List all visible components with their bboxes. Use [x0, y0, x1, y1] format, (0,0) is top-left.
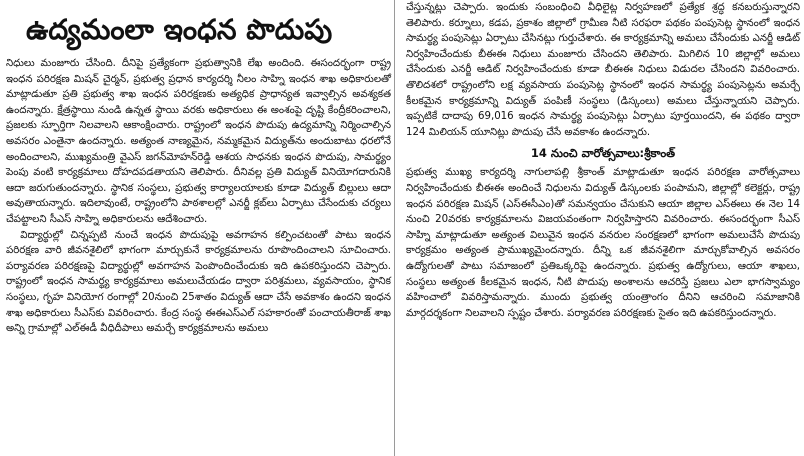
left-column-body — [0, 56, 394, 337]
subheading: 14 నుంచి వారోత్సవాలు:శ్రీకాంత్ — [530, 146, 676, 161]
left-paragraph-2: విద్యార్థుల్లో చిన్నప్పటి నుంచే ఇంధన పొదుపుపై అవగాహన కల్పించటంతో పాటు ఇంధన పరిరక్షణ వారి జీవనశైలిలో భాగంగా మార్చుకునే కార్యక్రమాలను రూపొందించాలని సూచించారు. పర్యావరణ పరిరక్షణపై విద్యార్థుల్లో అవగాహన పెంపొందించేందుకు ఇది ఉపకరిస్తుందని చెప్పారు. రాష్ట్రంలో ఇంధన సామర్థ్య కార్యక్రమాలు అమలుచేయడం ద్వారా పరిశ్రమలు, వ్యవసాయం, స్థానిక సంస్థలు, గృహ వినియోగ రంగాల్లో 20నుంచి 25శాతం విద్యుత్ ఆదా చేసే అవకాశం ఉందని ఇంధన శాఖ అధికారులు సీఎస్‌కు వివరించారు. కేంద్ర సంస్థ ఈఈఎస్ఎల్ సహకారంతో పంచాయతీరాజ్ శాఖ అన్ని గ్రామాల్లో ఎల్ఈడీ వీధిదీపాలు అమర్చే కార్యక్రమాలను అమలు — [6, 229, 391, 335]
right-column-body — [400, 0, 804, 321]
left-paragraph-1: నిధులు మంజూరు చేసింది. దీనిపై ప్రత్యేకంగా ప్రభుత్వానికి లేఖ అందింది. ఈసందర్భంగా రాష్ట్ర ఇంధన పరిరక్షణ మిషన్ చైర్మన్, ప్రభుత్వ ప్రధాన కార్యదర్శి నీలం సాహ్ని ఇంధన శాఖ అధికారులతో మాట్లాడుతూ ప్రతి ప్రభుత్వ శాఖ ఇంధన పరిరక్షణకు అత్యధిక ప్రాధాన్యత ఇవ్వాల్సిన అవశ్యకత ఉందన్నారు. క్షేత్రస్థాయి నుండి ఉన్నత స్థాయి వరకు అధికారులు ఈ అంశంపై దృష్టి కేంద్రీకరించాలని, ప్రజలకు స్ఫూర్తిగా నిలవాలని ఆకాంక్షించారు. రాష్ట్రంలో ఇంధన పొదుపు ఉద్యమాన్ని నిర్మించాల్సిన అవసరం ఎంతైనా ఉందన్నారు. అత్యంత నాణ్యమైన, నమ్మకమైన విద్యుత్‌ను అందుబాటు ధరలోనే అందించాలని, ముఖ్యమంత్రి వైఎస్ జగన్‌మోహన్‌రెడ్డి ఆశయ సాధనకు ఇంధన పొదుపు, సామర్థ్యం పెంపు వంటి కార్యక్రమాలు దోహదపడతాయని తెలిపారు. దీనివల్ల ప్రతి విద్యుత్ వినియోగదారునికి ఆదా జరుగుతుందన్నారు. స్థానిక సంస్థలు, ప్రభుత్వ కార్యాలయాలకు కూడా విద్యుత్ బిల్లులు ఆదా అవుతాయన్నారు. ఇదిలావుంటే, రాష్ట్రంలోని పాఠశాలల్లో ఎనర్జీ క్లబ్‌లు ఏర్పాటు చేసేందుకు చర్యలు చేపట్టాలని సీఎస్ సాహ్ని అధికారులను ఆదేశించారు. — [6, 58, 391, 225]
right-paragraph-2: ప్రభుత్వ ముఖ్య కార్యదర్శి నాగులాపల్లి శ్రీకాంత్ మాట్లాడుతూ ఇంధన పరిరక్షణ వారోత్సవాలు నిర్వహించేందుకు బీఈఈ అందించే నిధులను విద్యుత్ డిస్కంలకు పంపామని, జిల్లాల్లో కలెక్టర్లు, రాష్ట్ర ఇంధన పరిరక్షణ మిషన్ (ఎస్ఈసీఎం)తో సమన్వయం చేసుకుని ఆయా జిల్లాల ఎస్ఈలు ఈ నెల 14 నుంచి 20వరకు కార్యక్రమాలను విజయవంతంగా నిర్వహిస్తారని వివరించారు. ఈసందర్భంగా సీఎస్ సాహ్ని మాట్లాడుతూ అత్యంత విలువైన ఇంధన వనరుల సంరక్షణలో భాగంగా అమలుచేసే పొదుపు కార్యక్రమం అత్యంత ప్రాముఖ్యమైందన్నారు. దీన్ని ఒక జీవనశైలిగా మార్చుకోవాల్సిన అవసరం ఉద్యోగులతో పాటు సమాజంలో ప్రతిఒక్కరిపై ఉందన్నారు. ప్రభుత్వ ఉద్యోగులు, ఆయా శాఖలు, సంస్థలు అత్యంత కీలకమైన ఇంధన, నీటి పొదుపు అంశాలను ఆచరిస్తే ప్రజలు ఎలా భాగస్వామ్యం వహించాలో వివరిస్తామన్నారు. ముందు ప్రభుత్వ యంత్రాంగం దీనిని ఆచరించి సమాజానికి మార్గదర్శకంగా నిలవాలని స్పష్టం చేశారు. పర్యావరణ పరిరక్షణకు సైతం ఇది ఉపకరిస్తుందన్నారు. — [406, 167, 800, 319]
headline: ఉద్యమంలా ఇంధన పొదుపు — [26, 13, 333, 46]
left-column — [0, 0, 395, 456]
right-column — [400, 0, 804, 456]
right-paragraph-1: చేస్తున్నట్లు చెప్పారు. ఇందుకు సంబంధించి వీధిలైట్ల నిర్వహణలో ప్రత్యేక శ్రద్ధ కనబరుస్తున్నారని తెలిపారు. కర్నూలు, కడప, ప్రకాశం జిల్లాలో గ్రామీణ నీటి సరఫరా పథకం పంపుసెట్ల స్థానంలో ఇంధన సామర్థ్య పంపుసెట్లు ఏర్పాటు చేసినట్లు గుర్తుచేశారు. ఈ కార్యక్రమాన్ని అమలు చేసేందుకు ఎనర్జీ ఆడిట్ నిర్వహించేందుకు బీఈఈ నిధులు మంజూరు చేసిందని తెలిపారు. మిగిలిన 10 జిల్లాల్లో అమలు చేసేందుకు ఎనర్జీ ఆడిట్ నిర్వహించేందుకు కూడా బీఈఈ నిధులు విడుదల చేసిందని వివరించారు. తొలిదశలో రాష్ట్రంలోని లక్ష వ్యవసాయ పంపుసెట్ల స్థానంలో ఇంధన సామర్థ్య పంపుసెట్లను అమర్చే కీలకమైన కార్యక్రమాన్ని విద్యుత్ పంపిణీ సంస్థలు (డిస్కంలు) అమలు చేస్తున్నాయని చెప్పారు. ఇప్పటికే దాదాపు 69,016 ఇంధన సామర్థ్య పంపుసెట్లు ఏర్పాటు పూర్తయిందని, ఈ పథకం ద్వారా 124 మిలియన్ యూనిట్లు పొదుపు చేసే అవకాశం ఉందన్నారు. — [406, 2, 800, 138]
